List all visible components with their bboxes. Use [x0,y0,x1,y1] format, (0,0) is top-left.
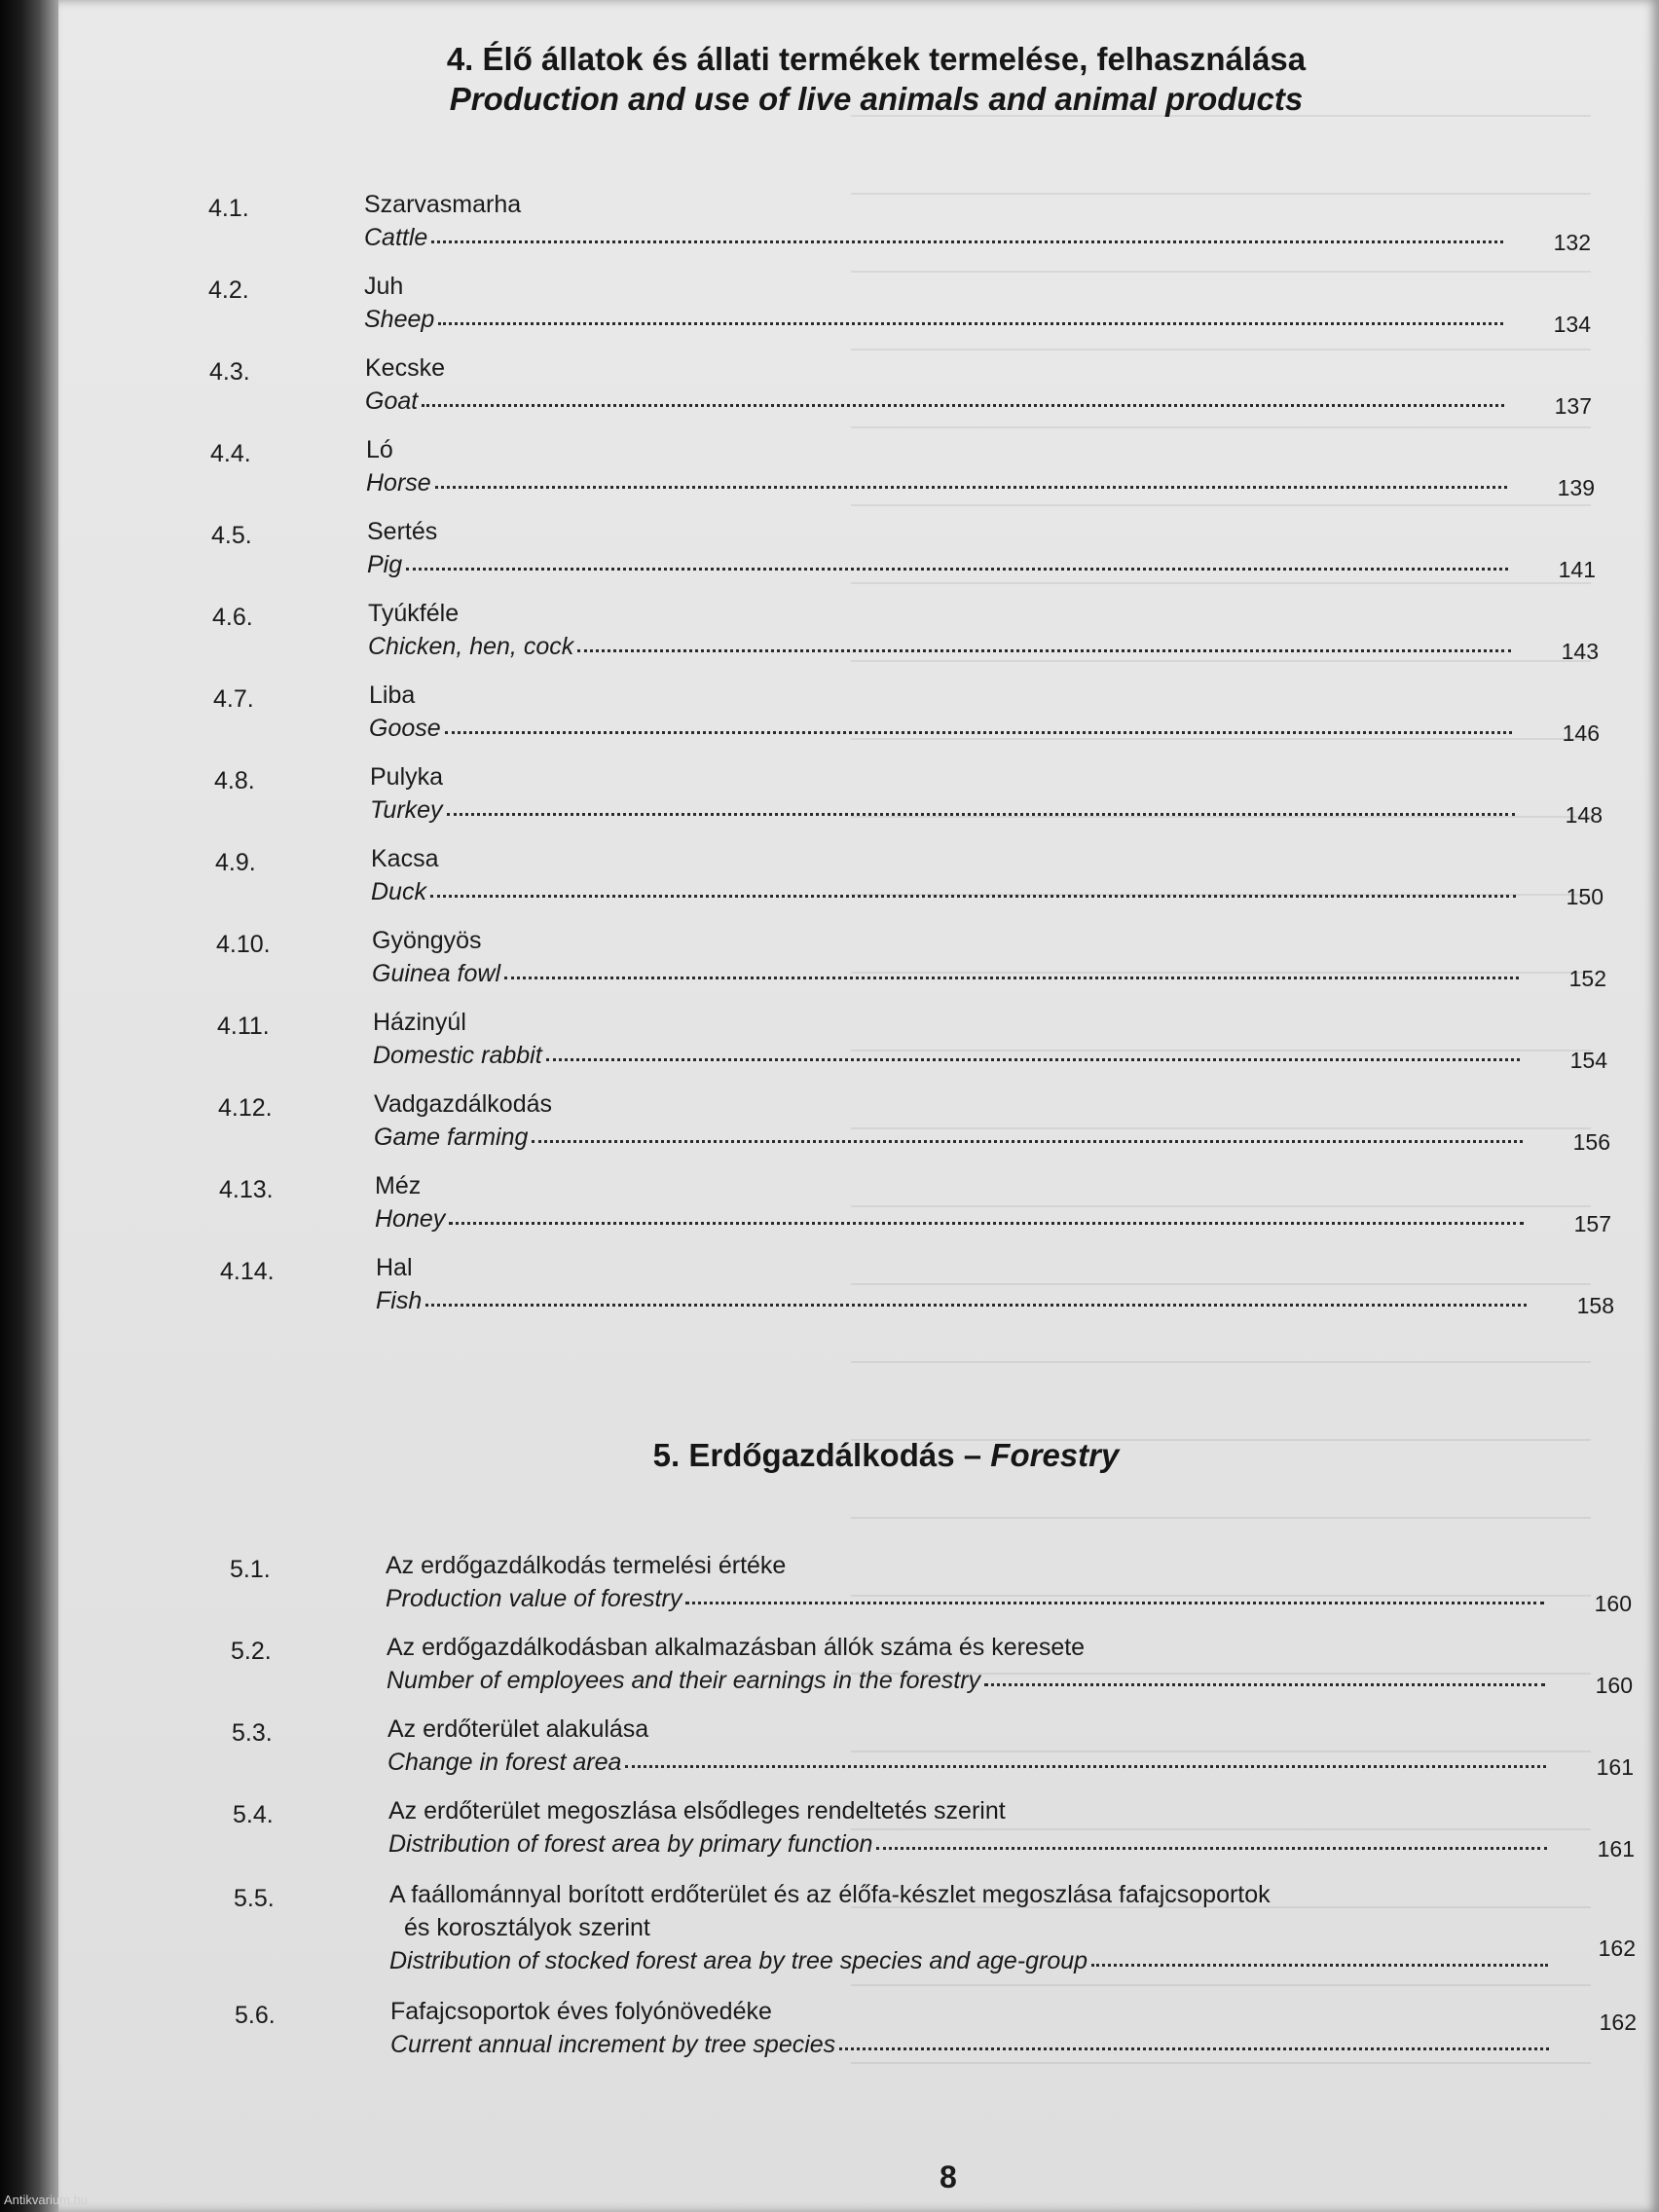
entry-title-en-line [369,714,1512,743]
toc-entry[interactable] [217,1009,1607,1087]
entry-title-hu: Liba [369,682,416,709]
entry-page: 157 [1573,1211,1611,1236]
dot-leader [1091,1946,1548,1967]
entry-title-en: Horse [366,469,431,497]
entry-title-en-line [367,550,1508,579]
entry-title-en-line [373,1041,1520,1070]
entry-title-en-line [364,305,1503,334]
document-page [58,0,1659,2212]
watermark: Antikvarium.hu [4,2193,88,2207]
toc-entry[interactable] [234,1881,1636,1988]
entry-title-en: Domestic rabbit [373,1042,542,1069]
entry-number: 4.9. [215,849,256,876]
toc-entry[interactable] [208,273,1591,350]
entry-title-en-line [388,1829,1547,1859]
section-4-title-en: Production and use of live animals and animal products [449,81,1304,118]
entry-page: 152 [1568,966,1606,991]
toc-entry[interactable] [208,191,1591,269]
entry-title-hu: Szarvasmarha [364,191,522,218]
dot-leader [685,1584,1544,1604]
entry-title-en: Goose [369,715,441,742]
toc-entry[interactable] [213,682,1600,759]
entry-title-en-line [365,387,1504,416]
section-4-title [88,39,1659,120]
entry-title-hu: A faállománnyal borított erdőterület és az élőfa-készlet megoszlása fafajcsoportok [389,1881,1271,1908]
entry-title-en-line [387,1666,1545,1695]
entry-page: 156 [1572,1129,1610,1155]
dot-leader [876,1829,1547,1850]
entry-title-en: Honey [375,1205,446,1233]
dot-leader [430,877,1516,898]
entry-number: 4.3. [209,358,250,386]
entry-number: 4.6. [212,604,253,631]
entry-number: 4.2. [208,276,249,304]
section-4-title-hu: 4. Élő állatok és állati termékek termelése, felhasználása [446,41,1307,77]
entry-title-hu: Vadgazdálkodás [374,1090,553,1118]
entry-page: 154 [1569,1048,1607,1073]
toc-entry[interactable] [211,518,1596,596]
entry-title-hu: Pulyka [370,763,444,791]
entry-title-en: Pig [367,551,403,578]
entry-page: 161 [1596,1754,1634,1780]
entry-page: 162 [1599,2009,1637,2035]
entry-number: 5.3. [232,1719,273,1747]
entry-title-hu: Az erdőgazdálkodás termelési értéke [386,1552,787,1579]
entry-title-hu: Sertés [367,518,438,545]
entry-title-en-line [372,959,1519,988]
toc-entry[interactable] [219,1172,1611,1250]
entry-title-en-line [374,1123,1523,1152]
entry-title-en-line [386,1584,1544,1613]
entry-title-hu: Az erdőgazdálkodásban alkalmazásban állók száma és keresete [387,1634,1086,1661]
entry-title-en: Current annual increment by tree species [390,2031,836,2058]
entry-title-en: Distribution of forest area by primary function [388,1830,873,1858]
entry-page: 160 [1595,1673,1633,1698]
entry-title-en: Number of employees and their earnings in the forestry [387,1667,981,1694]
entry-page: 161 [1597,1836,1635,1862]
entry-page: 141 [1558,557,1596,582]
dot-leader [839,2030,1549,2050]
toc-entry[interactable] [214,763,1603,841]
entry-title-hu: Az erdőterület megoszlása elsődleges rendeltetés szerint [388,1797,1006,1825]
entry-title-en-line [366,468,1507,498]
toc-entry[interactable] [215,845,1604,923]
entry-title-en-line [376,1286,1527,1315]
toc-entry[interactable] [233,1797,1635,1875]
entry-title-en: Game farming [374,1124,529,1151]
entry-title-hu: Fafajcsoportok éves folyónövedéke [390,1998,772,2025]
entry-page: 160 [1594,1591,1632,1616]
dot-leader [984,1666,1545,1686]
dot-leader [431,223,1503,243]
entry-page: 146 [1562,720,1600,746]
entry-number: 5.4. [233,1801,274,1828]
dot-leader [445,714,1512,734]
toc-entry[interactable] [220,1254,1614,1332]
toc-entry[interactable] [209,354,1592,432]
section-5-title-hu: 5. Erdőgazdálkodás – [652,1437,982,1473]
entry-page: 143 [1561,639,1599,664]
toc-entry[interactable] [216,927,1606,1005]
entry-title-en-line [364,223,1503,252]
entry-title-hu: Kecske [365,354,445,382]
entry-title-en-line [370,795,1515,825]
entry-title-en: Guinea fowl [372,960,501,987]
entry-title-hu: Gyöngyös [372,927,482,954]
entry-number: 4.7. [213,685,254,713]
dot-leader [532,1123,1523,1143]
entry-title-en: Duck [371,878,426,905]
entry-number: 4.10. [216,931,271,958]
entry-page: 137 [1554,393,1592,419]
entry-title-hu: Hal [376,1254,413,1281]
section-5-title [97,1435,1659,1475]
entry-title-en: Turkey [370,796,443,824]
entry-title-hu: Házinyúl [373,1009,466,1036]
entry-title-hu-continued: és korosztályok szerint [404,1914,650,1941]
entry-number: 4.13. [219,1176,274,1203]
entry-number: 4.12. [218,1094,273,1122]
section-5-title-en: Forestry [990,1437,1120,1473]
dot-leader [435,468,1507,489]
entry-number: 4.11. [217,1013,270,1040]
page-number: 8 [940,2159,957,2194]
entry-number: 5.2. [231,1638,272,1665]
entry-title-hu: Ló [366,436,393,463]
entry-title-en: Change in forest area [387,1749,622,1776]
entry-page: 132 [1553,230,1591,255]
entry-title-en: Sheep [364,306,435,333]
entry-title-en: Cattle [364,224,428,251]
entry-title-hu: Tyúkféle [368,600,460,627]
toc-entry[interactable] [210,436,1595,514]
entry-page: 134 [1553,312,1591,337]
entry-title-en-line [368,632,1511,661]
toc-entry[interactable] [230,1552,1632,1630]
entry-title-hu: Juh [364,273,404,300]
entry-number: 5.1. [230,1556,271,1583]
dot-leader [438,305,1503,325]
dot-leader [449,1204,1524,1225]
dot-leader [546,1041,1520,1061]
entry-page: 148 [1565,802,1603,828]
entry-title-en-line [389,1946,1548,1975]
entry-title-en-line [371,877,1516,906]
entry-title-en: Distribution of stocked forest area by tree species and age-group [389,1947,1088,1974]
dot-leader [625,1748,1546,1768]
toc-entry[interactable] [235,1998,1637,2076]
toc-entry[interactable] [212,600,1599,678]
entry-title-hu: Az erdőterület alakulása [387,1715,649,1743]
entry-page: 150 [1566,884,1604,909]
toc-entry[interactable] [232,1715,1634,1793]
entry-page: 158 [1576,1293,1614,1318]
entry-title-en: Production value of forestry [386,1585,682,1612]
dot-leader [406,550,1508,571]
entry-number: 4.4. [210,440,251,467]
entry-title-en: Fish [376,1287,423,1314]
entry-number: 5.5. [234,1885,275,1912]
entry-title-en-line [375,1204,1524,1234]
entry-title-en: Chicken, hen, cock [368,633,574,660]
entry-number: 4.14. [220,1258,275,1285]
dot-leader [425,1286,1527,1307]
toc-entry[interactable] [231,1634,1633,1712]
entry-number: 4.8. [214,767,255,794]
entry-title-en-line [387,1748,1546,1777]
dot-leader [422,387,1504,407]
entry-title-hu: Kacsa [371,845,439,872]
entry-title-en: Goat [365,387,419,415]
dot-leader [577,632,1511,652]
entry-number: 4.1. [208,195,249,222]
toc-entry[interactable] [218,1090,1610,1168]
entry-page: 162 [1598,1936,1636,1961]
entry-number: 4.5. [211,522,252,549]
entry-page: 139 [1557,475,1595,500]
dot-leader [504,959,1519,979]
entry-title-hu: Méz [375,1172,422,1199]
dot-leader [447,795,1515,816]
entry-title-en-line [390,2030,1549,2059]
entry-number: 5.6. [235,2002,276,2029]
